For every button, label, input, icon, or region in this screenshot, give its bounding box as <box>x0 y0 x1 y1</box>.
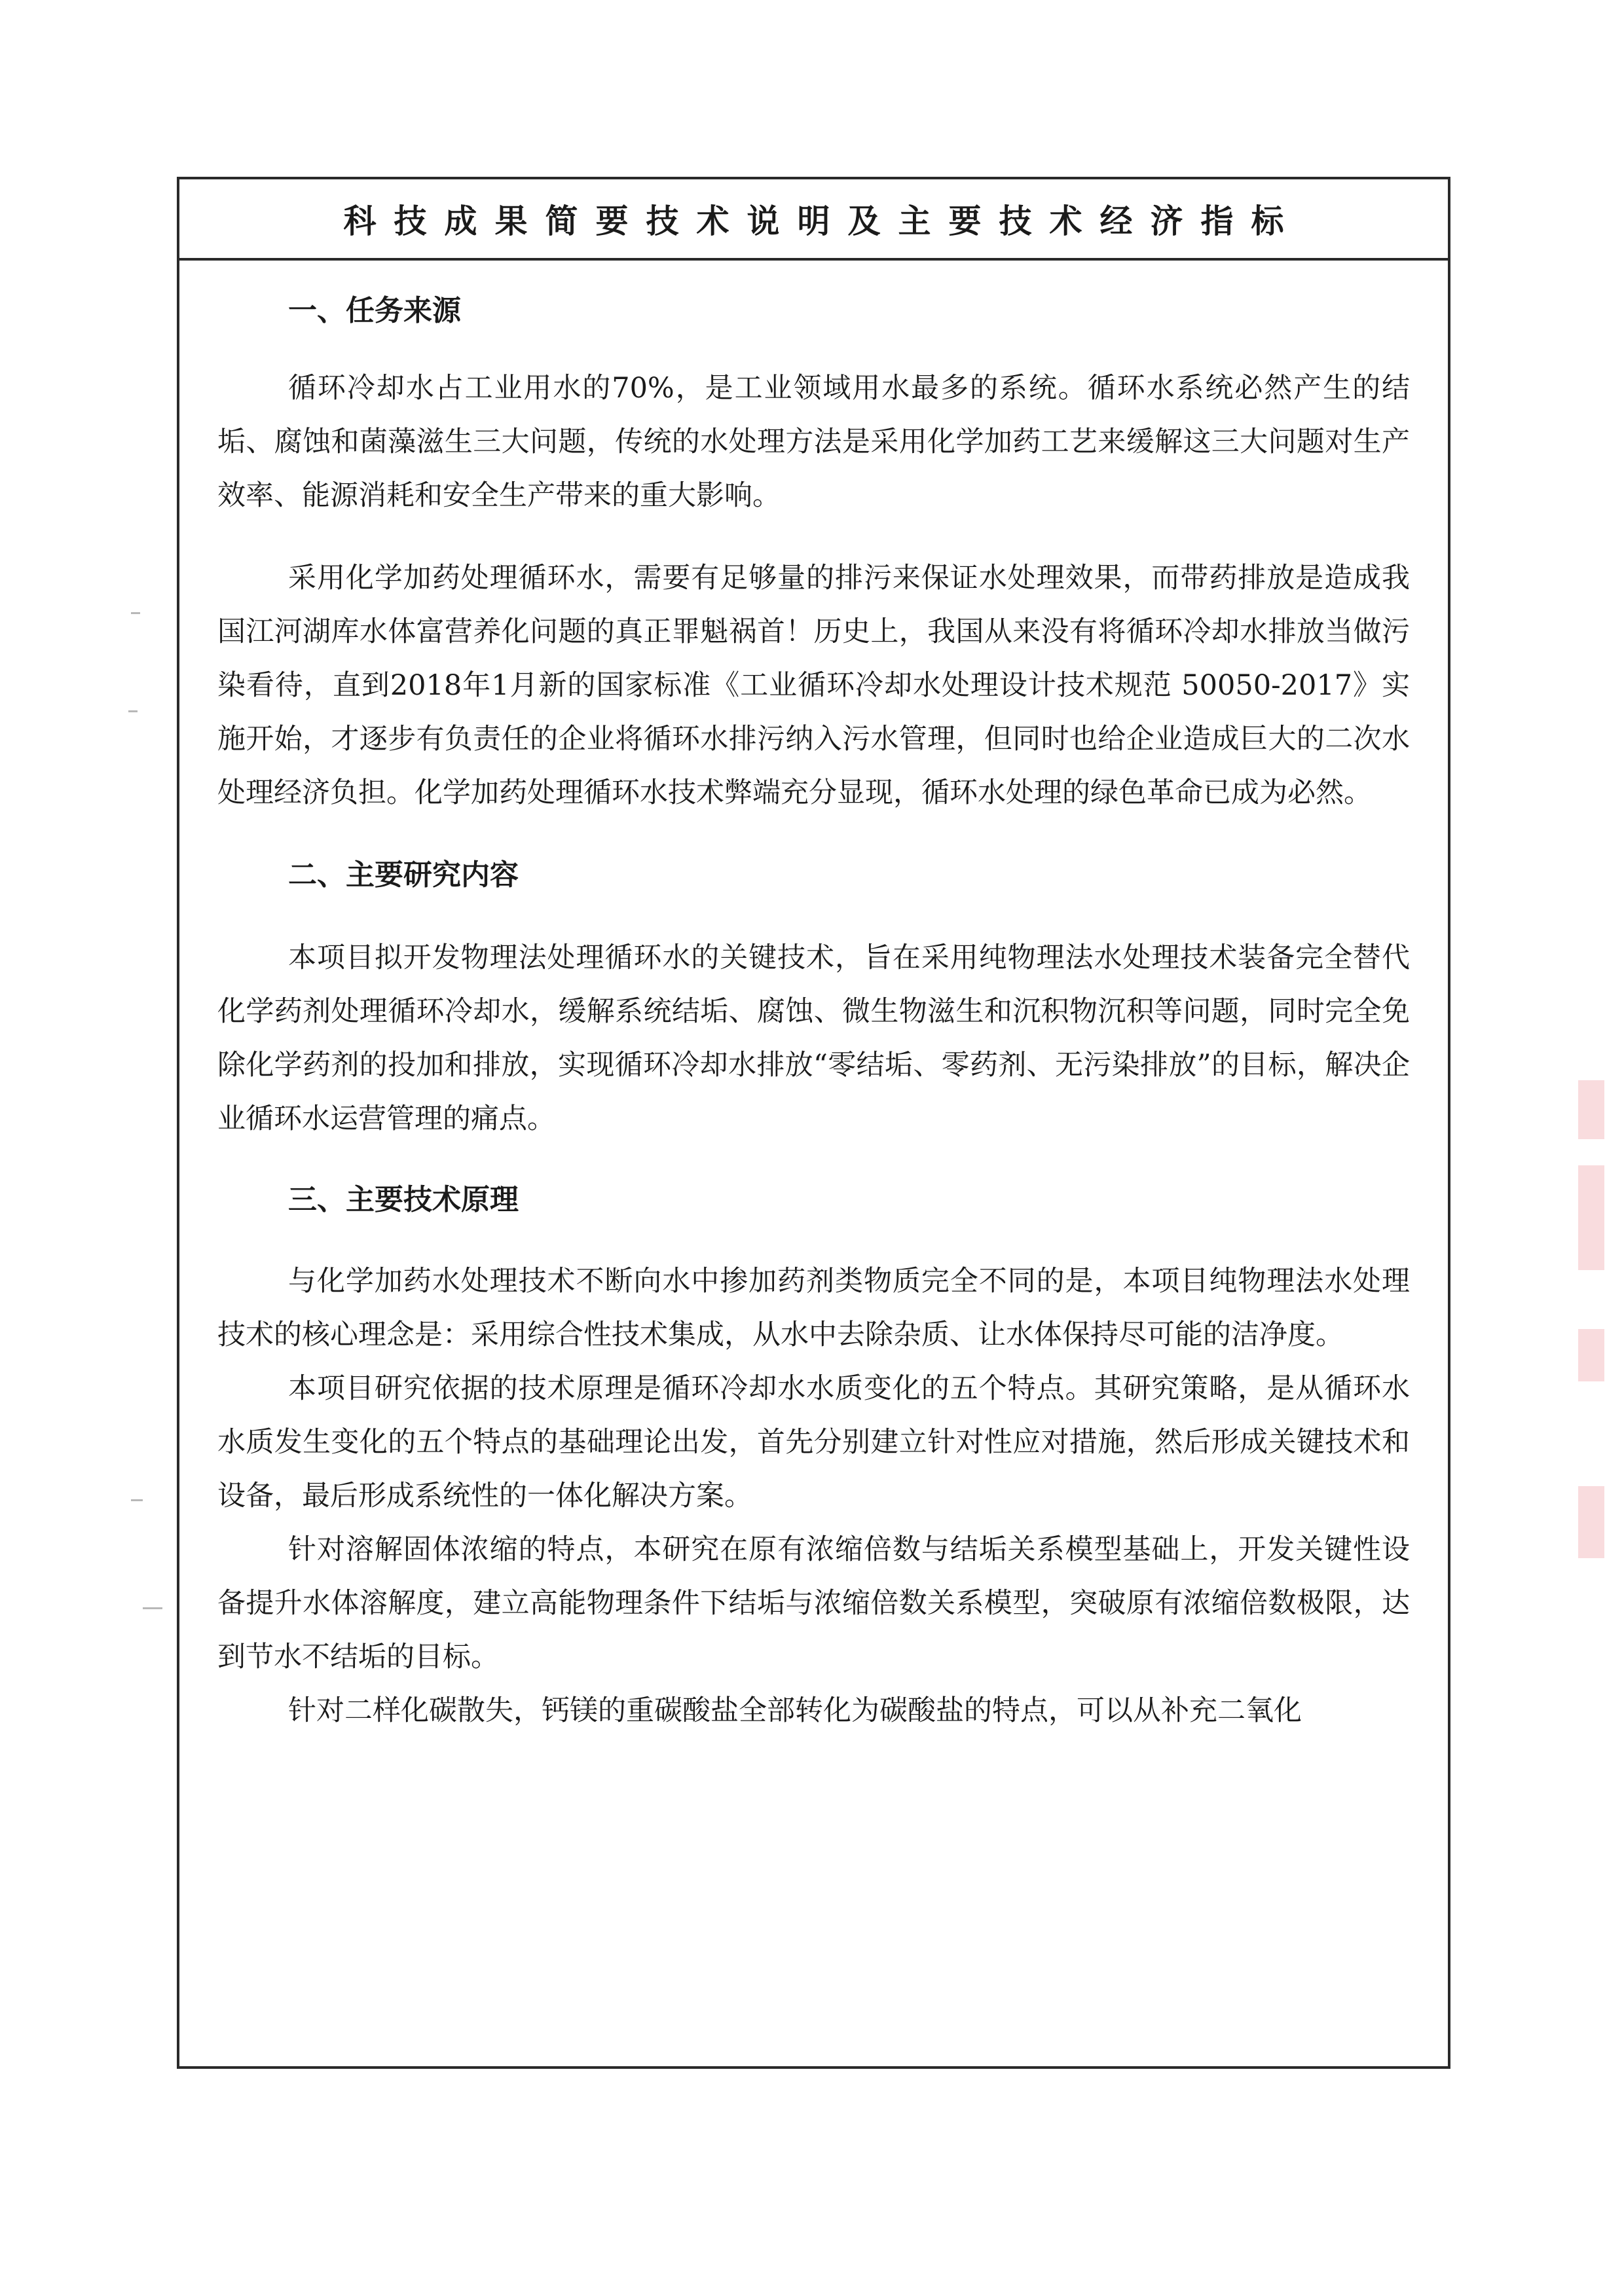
paragraph: 与化学加药水处理技术不断向水中掺加药剂类物质完全不同的是，本项目纯物理法水处理技术的核心理念是：采用综合性技术集成，从水中去除杂质、让水体保持尽可能的洁净度。 <box>217 1265 1410 1351</box>
paragraph: 针对溶解固体浓缩的特点，本研究在原有浓缩倍数与结垢关系模型基础上，开发关键性设备提升水体溶解度，建立高能物理条件下结垢与浓缩倍数关系模型，突破原有浓缩倍数极限，达到节水不结垢的目标。 <box>217 1533 1410 1673</box>
document-body <box>179 287 1448 1738</box>
red-stamp-edge <box>1578 1486 1604 1558</box>
paragraph: 采用化学加药处理循环水，需要有足够量的排污来保证水处理效果，而带药排放是造成我国江河湖库水体富营养化问题的真正罪魁祸首！历史上，我国从来没有将循环冷却水排放当做污染看待，直到2018年1月新的国家标准《工业循环冷却水处理设计技术规范 50050-2017》实施开始，才逐步有负责任的企业将循环水排污纳入污水管理，但同时也给企业造成巨大的二次水处理经济负担。化学加药处理循环水技术弊端充分显现，循环水处理的绿色革命已成为必然。 <box>217 562 1410 809</box>
paragraph: 针对二样化碳散失，钙镁的重碳酸盐全部转化为碳酸盐的特点，可以从补充二氧化 <box>288 1694 1302 1727</box>
scan-mark <box>131 612 140 614</box>
title-row <box>179 179 1448 261</box>
scan-mark <box>143 1607 162 1609</box>
scan-mark <box>128 710 138 712</box>
section-heading-technical-principle: 三、主要技术原理 <box>288 1183 519 1216</box>
paragraph: 本项目研究依据的技术原理是循环冷却水水质变化的五个特点。其研究策略，是从循环水水质发生变化的五个特点的基础理论出发，首先分别建立针对性应对措施，然后形成关键技术和设备，最后形成系统性的一体化解决方案。 <box>217 1372 1410 1512</box>
red-stamp-edge <box>1578 1329 1604 1381</box>
section-heading-task-source: 一、任务来源 <box>288 294 461 327</box>
paragraph: 本项目拟开发物理法处理循环水的关键技术，旨在采用纯物理法水处理技术装备完全替代化学药剂处理循环冷却水，缓解系统结垢、腐蚀、微生物滋生和沉积物沉积等问题，同时完全免除化学药剂的投加和排放，实现循环冷却水排放“零结垢、零药剂、无污染排放”的目标，解决企业循环水运营管理的痛点。 <box>217 941 1410 1135</box>
red-stamp-edge <box>1578 1165 1604 1270</box>
document-title: 科技成果简要技术说明及主要技术经济指标 <box>343 202 1302 240</box>
red-stamp-edge <box>1578 1080 1604 1139</box>
scan-mark <box>131 1499 143 1501</box>
document-table <box>177 177 1450 2069</box>
paragraph: 循环冷却水占工业用水的70%，是工业领域用水最多的系统。循环水系统必然产生的结垢、腐蚀和菌藻滋生三大问题，传统的水处理方法是采用化学加药工艺来缓解这三大问题对生产效率、能源消耗和安全生产带来的重大影响。 <box>217 372 1410 512</box>
section-heading-research-content: 二、主要研究内容 <box>288 858 519 892</box>
